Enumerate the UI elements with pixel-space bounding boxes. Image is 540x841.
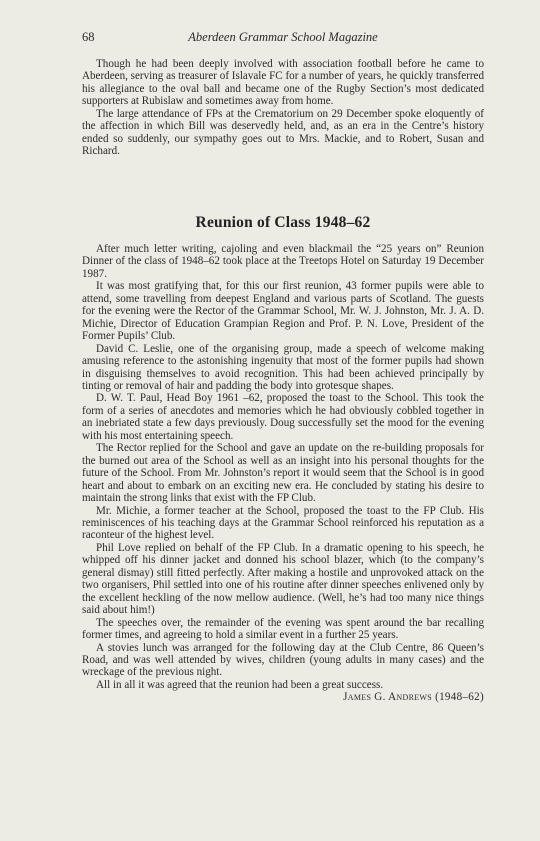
paragraph: All in all it was agreed that the reunion had been a great success. [96, 678, 384, 691]
running-header [82, 30, 484, 46]
paragraph: After much letter writing, cajoling and even blackmail the “25 years on” Reunion Dinner of the class of 1948–62 took place at the Treetops Hotel on Saturday 19 December 1987. [82, 243, 484, 280]
paragraph: The large attendance of FPs at the Crematorium on 29 December spoke eloquently of the affection in which Bill was deservedly held, and, as an era in the Centre’s history ended so suddenly, our sympathy goes out to Mrs. Mackie, and to Robert, Susan and Richard. [82, 107, 484, 158]
paragraph: David C. Leslie, one of the organising group, made a speech of welcome making amusing reference to the astonishing ingenuity that most of the former pupils had shown in disguising themselves to avoid recognition. This had been achieved principally by tinting or removal of hair and padding the body into grotesque shapes. [82, 342, 484, 392]
article-title: Reunion of Class 1948–62 [195, 214, 371, 231]
paragraph: A stovies lunch was arranged for the following day at the Club Centre, 86 Queen’s Road, and was well attended by wives, children (young adults in many cases) and the wreckage of the previous night. [82, 641, 484, 679]
paragraph: The speeches over, the remainder of the evening was spent around the bar recalling former times, and agreeing to hold a similar event in a further 25 years. [82, 616, 484, 642]
paragraph: Though he had been deeply involved with association football before he came to Aberdeen, serving as treasurer of Islavale FC for a number of years, he quickly transferred his allegiance to the oval ball and became one of the Rugby Section’s most dedicated supporters at Rubislaw and sometimes away from home. [82, 58, 484, 108]
page-number: 68 [82, 30, 95, 44]
author-signature: James G. Andrews (1948–62) [343, 691, 484, 704]
paragraph: It was most gratifying that, for this our first reunion, 43 former pupils were able to attend, some travelling from deepest England and various parts of Scotland. The guests for the evening were the Rector of the Grammar School, Mr. W. J. Johnston, Mr. J. A. D. Michie, Director of Education Grampian Region and Prof. P. N. Love, President of the Former Pupils’ Club. [82, 280, 484, 343]
journal-title: Aberdeen Grammar School Magazine [188, 30, 378, 44]
reunion-article-body [82, 243, 484, 704]
paragraph: The Rector replied for the School and gave an update on the re-building proposals for the burned out area of the School as well as an insight into his personal thoughts for the future of the School. From Mr. Johnston’s report it would seem that the School is in good heart and about to embark on an exciting new era. He concluded by stating his desire to maintain the strong links that exist with the FP Club. [82, 442, 484, 505]
paragraph: Mr. Michie, a former teacher at the School, proposed the toast to the FP Club. His reminiscences of his teaching days at the Grammar School reinforced his reputation as a raconteur of the highest level. [82, 504, 484, 542]
obituary-continuation [82, 58, 484, 158]
paragraph: D. W. T. Paul, Head Boy 1961 –62, proposed the toast to the School. This took the form of a series of anecdotes and memories which he had obviously cobbled together in an inebriated state a few days previously. Doug successfully set the mood for the evening with his most entertaining speech. [82, 392, 484, 442]
paragraph: Phil Love replied on behalf of the FP Club. In a dramatic opening to his speech, he whipped off his dinner jacket and donned his school blazer, which (to the company’s general dismay) still fitted perfectly. After making a hostile and unprovoked attack on the two organisers, Phil settled into one of his routine after dinner speeches enlivened only by the excellent heckling of the now mellow audience. (Well, he’s had too many nice things said about him!) [82, 541, 484, 617]
